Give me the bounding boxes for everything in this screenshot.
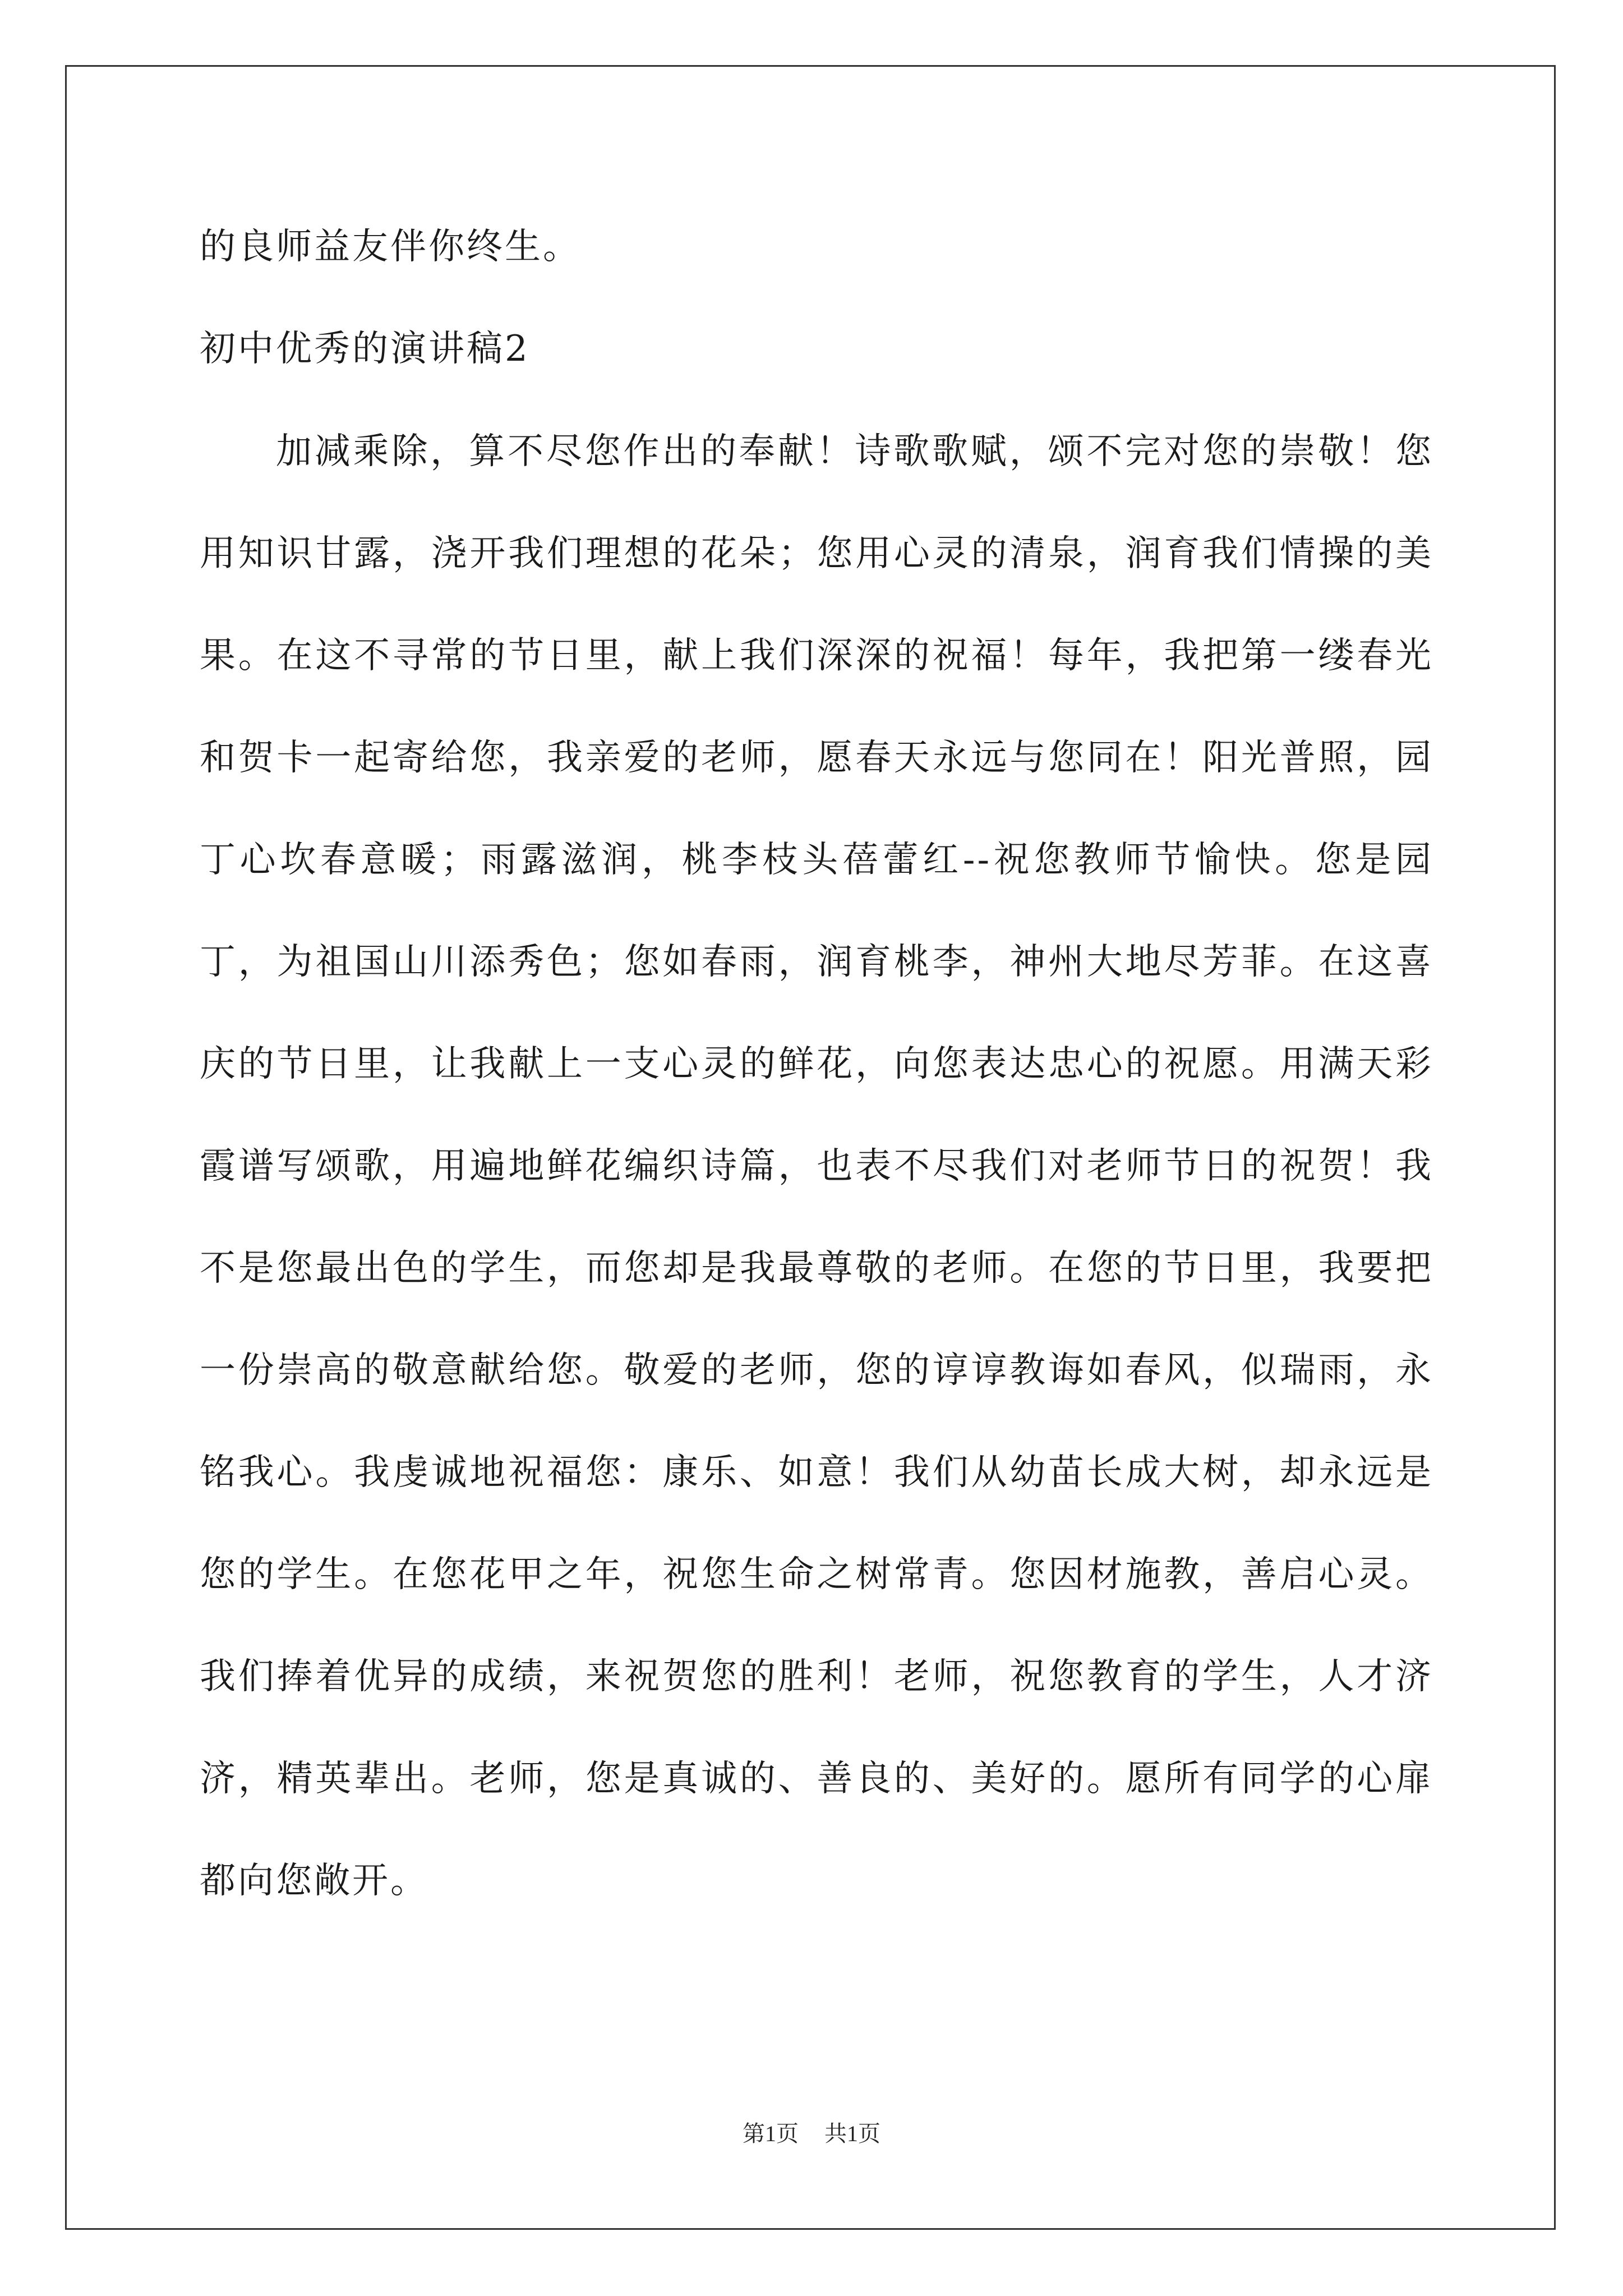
page-count: 共1页 (824, 2121, 880, 2146)
page-number: 第1页 (743, 2121, 799, 2146)
section-heading: 初中优秀的演讲稿2 (200, 328, 530, 370)
page-footer (0, 2116, 1623, 2148)
body-paragraph: 加减乘除，算不尽您作出的奉献！诗歌歌赋，颂不完对您的崇敬！您用知识甘露，浇开我们理想的花朵；您用心灵的清泉，润育我们情操的美果。在这不寻常的节日里，献上我们深深的祝福！每年，我把第一缕春光和贺卡一起寄给您，我亲爱的老师，愿春天永远与您同在！阳光普照，园丁心坎春意暖；雨露滋润，桃李枝头蓓蕾红--祝您教师节愉快。您是园丁，为祖国山川添秀色；您如春雨，润育桃李，神州大地尽芳菲。在这喜庆的节日里，让我献上一支心灵的鲜花，向您表达忠心的祝愿。用满天彩霞谱写颂歌，用遍地鲜花编织诗篇，也表不尽我们对老师节日的祝贺！我不是您最出色的学生，而您却是我最尊敬的老师。在您的节日里，我要把一份崇高的敬意献给您。敬爱的老师，您的谆谆教诲如春风，似瑞雨，永铭我心。我虔诚地祝福您：康乐、如意！我们从幼苗长成大树，却永远是您的学生。在您花甲之年，祝您生命之树常青。您因材施教，善启心灵。我们捧着优异的成绩，来祝贺您的胜利！老师，祝您教育的学生，人才济济，精英辈出。老师，您是真诚的、善良的、美好的。愿所有同学的心扉都向您敞开。 (200, 431, 1433, 1902)
continuation-line: 的良师益友伴你终生。 (200, 226, 581, 268)
document-body (200, 222, 1433, 1932)
